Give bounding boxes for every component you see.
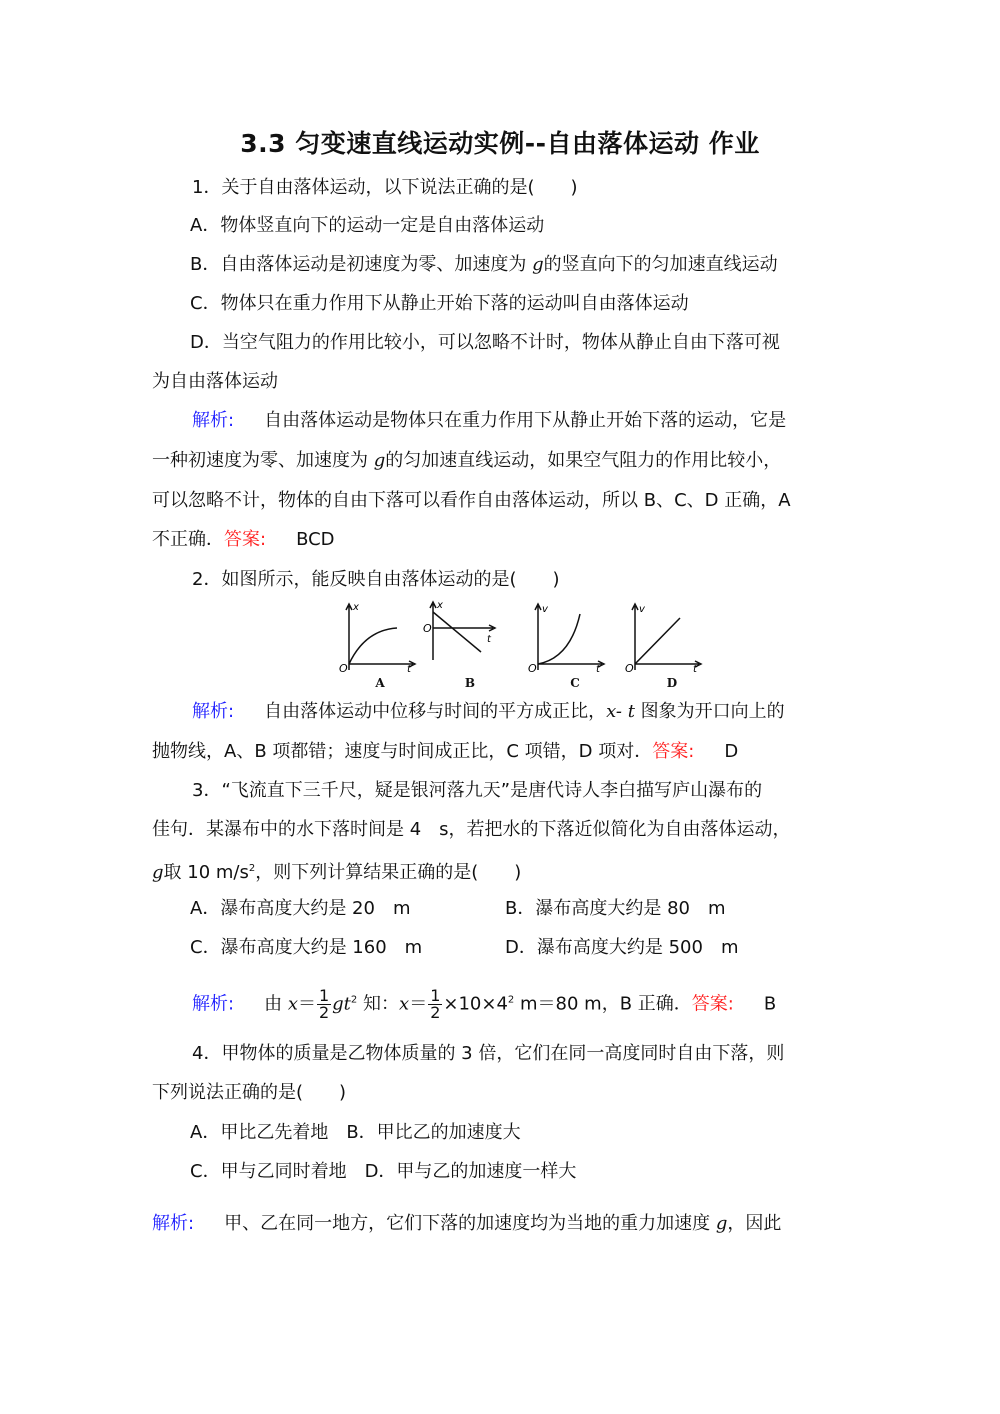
q3-option-a: A．瀑布高度大约是 20 m: [190, 898, 411, 919]
numerator: 1: [430, 986, 441, 1005]
var-x: x: [399, 993, 410, 1015]
text: ×10×4: [443, 993, 508, 1015]
q1-analysis-line1: [192, 409, 786, 433]
svg-text:O: O: [528, 662, 537, 675]
answer-label: 答案:: [652, 741, 695, 762]
svg-text:O: O: [423, 622, 432, 635]
analysis-label: 解析:: [192, 701, 235, 722]
var-gt: gt: [332, 993, 351, 1015]
q3-stem-line1: 3．“飞流直下三千尺，疑是银河落九天”是唐代诗人李白描写庐山瀑布的: [192, 780, 763, 801]
var-xt: x- t: [606, 701, 635, 722]
text: m＝80 m，B 正确．: [514, 993, 692, 1015]
page-title: 3.3 匀变速直线运动实例--自由落体运动 作业: [240, 129, 760, 158]
numerator: 1: [318, 986, 330, 1005]
text: 的竖直向下的匀加速直线运动: [543, 254, 778, 275]
answer-label: 答案:: [691, 993, 734, 1015]
var-g: g: [152, 862, 164, 883]
text: 图象为开口向上的: [634, 701, 785, 722]
svg-text:t: t: [407, 664, 411, 675]
svg-text:t: t: [693, 664, 697, 675]
text: 的匀加速直线运动，如果空气阻力的作用比较小，: [385, 450, 782, 471]
superscript: 2: [350, 994, 358, 1006]
denominator: 2: [430, 1003, 441, 1022]
figure-caption: A: [375, 676, 385, 690]
figure-d: [627, 600, 717, 690]
text: ＝: [409, 993, 428, 1015]
q1-option-d-line1: D．当空气阻力的作用比较小，可以忽略不计时，物体从静止自由下落可视: [190, 332, 780, 353]
svg-text:v: v: [542, 604, 548, 615]
text: 知：: [357, 993, 400, 1015]
figure-c: [530, 600, 620, 690]
text: 一种初速度为零、加速度为: [152, 450, 374, 471]
svg-text:O: O: [625, 662, 634, 675]
q4-stem-line2: 下列说法正确的是( ): [152, 1082, 347, 1103]
q1-analysis-line2: [152, 449, 781, 473]
var-g: g: [715, 1213, 728, 1234]
q3-stem-line2: 佳句．某瀑布中的水下落时间是 4 s，若把水的下落近似简化为自由落体运动，: [152, 819, 791, 840]
svg-text:x: x: [437, 600, 443, 611]
q1-stem: 1．关于自由落体运动，以下说法正确的是( ): [192, 177, 578, 198]
denominator: 2: [318, 1003, 330, 1022]
text: 自由落体运动是物体只在重力作用下从静止开始下落的运动，它是: [264, 410, 787, 431]
q1-option-d-line2: 为自由落体运动: [152, 371, 278, 392]
text: 抛物线，A、B 项都错；速度与时间成正比，C 项错，D 项对．: [152, 741, 653, 762]
text: ，因此: [727, 1213, 782, 1234]
q1-option-c: C．物体只在重力作用下从静止开始下落的运动叫自由落体运动: [190, 293, 689, 314]
q2-figures: [335, 600, 705, 690]
svg-text:t: t: [487, 634, 491, 645]
var-g: g: [373, 450, 386, 471]
svg-text:v: v: [639, 604, 645, 615]
q4-options-cd: C．甲与乙同时着地 D．甲与乙的加速度一样大: [190, 1161, 577, 1182]
var-g: g: [532, 254, 544, 275]
q2-stem: 2．如图所示，能反映自由落体运动的是( ): [192, 569, 560, 590]
q4-options-ab: A．甲比乙先着地 B．甲比乙的加速度大: [190, 1122, 521, 1143]
answer-value: BCD: [296, 529, 335, 550]
text: 由: [264, 993, 288, 1015]
superscript: 2: [507, 994, 515, 1006]
var-x: x: [287, 993, 298, 1015]
q1-analysis-line4: [152, 528, 335, 552]
analysis-label: 解析:: [152, 1213, 195, 1234]
text: 甲、乙在同一地方，它们下落的加速度均为当地的重力加速度: [224, 1213, 716, 1234]
figure-caption: D: [666, 676, 678, 690]
text: 自由落体运动中位移与时间的平方成正比，: [264, 701, 607, 722]
fraction: [428, 988, 442, 1021]
text: ，则下列计算结果正确的是( ): [255, 862, 522, 883]
fraction: [317, 988, 331, 1021]
answer-label: 答案:: [224, 529, 267, 550]
figure-caption: B: [464, 676, 476, 690]
q4-analysis: [152, 1212, 781, 1236]
q3-stem-line3: [152, 857, 521, 881]
figure-caption: C: [570, 676, 580, 690]
q4-stem-line1: 4．甲物体的质量是乙物体质量的 3 倍，它们在同一高度同时自由下落，则: [192, 1043, 785, 1064]
q3-option-d: D．瀑布高度大约是 500 m: [505, 937, 739, 958]
answer-value: D: [724, 741, 739, 762]
q1-analysis-line3: 可以忽略不计，物体的自由下落可以看作自由落体运动，所以 B、C、D 正确，A: [152, 490, 791, 511]
answer-value: B: [763, 993, 777, 1015]
q3-analysis: [192, 988, 776, 1028]
text: 取 10 m/s: [163, 862, 249, 883]
analysis-label: 解析:: [192, 410, 235, 431]
figure-b: [425, 600, 515, 690]
svg-text:t: t: [596, 664, 600, 675]
q3-option-c: C．瀑布高度大约是 160 m: [190, 937, 423, 958]
text: 不正确．: [152, 529, 224, 550]
q2-analysis-line2: [152, 740, 738, 764]
superscript: 2: [248, 863, 256, 874]
text: B．自由落体运动是初速度为零、加速度为: [190, 254, 533, 275]
svg-text:O: O: [339, 662, 348, 675]
figure-a: [335, 600, 425, 690]
q3-option-b: B．瀑布高度大约是 80 m: [505, 898, 726, 919]
text: ＝: [297, 993, 316, 1015]
q1-option-a: A．物体竖直向下的运动一定是自由落体运动: [190, 215, 545, 236]
q2-analysis-line1: [192, 700, 785, 724]
q1-option-b: [190, 253, 778, 277]
analysis-label: 解析:: [192, 993, 235, 1015]
svg-text:x: x: [353, 602, 359, 613]
